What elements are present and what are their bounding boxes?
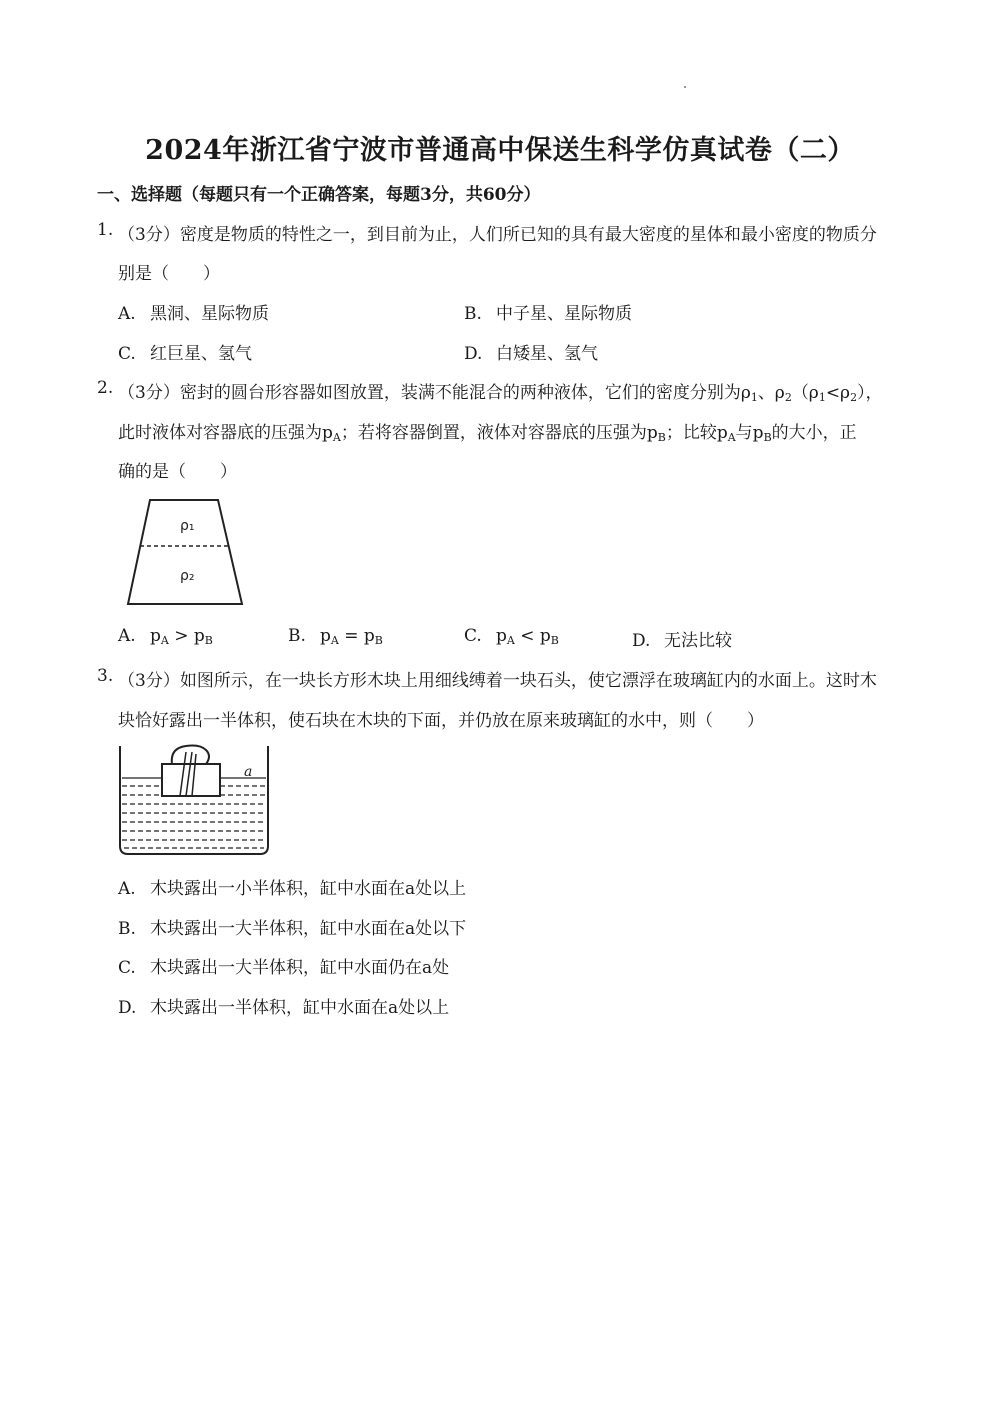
glass-tank-figure — [114, 742, 274, 860]
option-c: C. $p_A < p_B$ — [464, 626, 559, 647]
label-rho2: ρ₂ — [180, 568, 195, 584]
option-d: D. 白矮星、氢气 — [464, 344, 598, 364]
question-number: 2. — [97, 378, 114, 398]
question-text: 块恰好露出一半体积，使石块在木块的下面，并仍放在原来玻璃缸的水中，则（ ） — [118, 711, 764, 731]
option-a: A. $p_A > p_B$ — [118, 626, 213, 647]
option-b: B. 中子星、星际物质 — [464, 304, 632, 324]
question-text: （3分）密封的圆台形容器如图放置，装满不能混合的两种液体，它们的密度分别为$\rho_1$、$\rho_2(\rho_1<\rho_2)$， — [118, 383, 883, 404]
option-d: D. 木块露出一半体积，缸中水面在a处以上 — [118, 998, 450, 1018]
mark-a: a — [244, 764, 253, 780]
question-text: 别是（ ） — [118, 264, 220, 284]
question-text: 确的是（ ） — [118, 462, 237, 482]
wood-block — [162, 764, 220, 796]
section-heading: 一、选择题（每题只有一个正确答案，每题3分，共60分） — [97, 185, 541, 205]
question-text: （3分）密度是物质的特性之一，到目前为止，人们所已知的具有最大密度的星体和最小密度的物质分 — [118, 225, 877, 245]
option-b: B. $p_A = p_B$ — [288, 626, 383, 647]
option-c: C. 木块露出一大半体积，缸中水面仍在a处 — [118, 958, 450, 978]
option-d: D. 无法比较 — [632, 631, 732, 651]
option-a: A. 黑洞、星际物质 — [118, 304, 269, 324]
question-number: 1. — [97, 220, 114, 240]
label-rho1: ρ₁ — [180, 518, 195, 534]
question-text: （3分）如图所示，在一块长方形木块上用细线缚着一块石头，使它漂浮在玻璃缸内的水面上。这时木 — [118, 671, 877, 691]
scan-speck — [684, 86, 686, 88]
question-text: 此时液体对容器底的压强为$p_A$；若将容器倒置，液体对容器底的压强为$p_B$；比较$p_A$与$p_B$的大小，正 — [118, 423, 857, 444]
option-c: C. 红巨星、氢气 — [118, 344, 252, 364]
option-b: B. 木块露出一大半体积，缸中水面在a处以下 — [118, 919, 467, 939]
question-number: 3. — [97, 666, 114, 686]
frustum-container-figure — [122, 494, 252, 610]
container-outline — [128, 500, 242, 604]
option-a: A. 木块露出一小半体积，缸中水面在a处以上 — [118, 879, 467, 899]
page-title: 2024年浙江省宁波市普通高中保送生科学仿真试卷（二） — [145, 135, 855, 166]
